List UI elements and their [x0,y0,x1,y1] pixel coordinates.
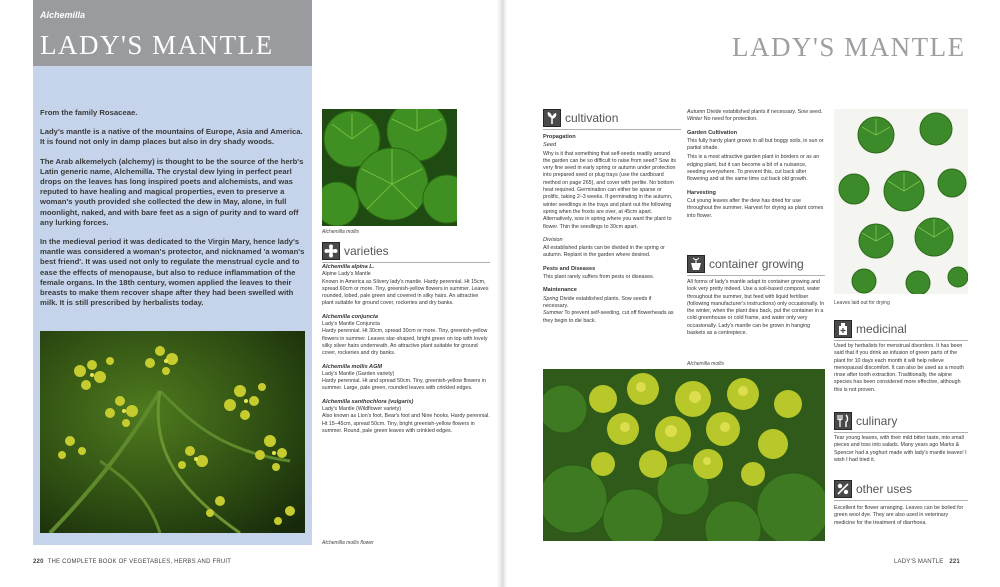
spring-label: Spring [543,295,559,302]
caption-leaves: Leaves laid out for drying [834,300,890,306]
propagation-head: Propagation [543,134,576,140]
varieties-heading: varieties [322,240,389,262]
container-icon [687,255,705,273]
seed-text: Why is it that something that self-seeds readily around the garden can be so difficult to raise from seed? Sow its very fine seed in early spring or autumn under protection into prepared seed or plug trays (use the cardboard method on page 265), and cover with perlite. No bottom heat required. Germination can either be sparse or prolific, taking 2–3 weeks. If germinating in the autumn, winter seedlings in the trays and plant out the following spring when the frosts are over, at 45cm apart. Alternatively, sow in spring where you want the plant to flower. Thin the seedlings to 30cm apart. [543,150,676,230]
seed-head: Seed [543,142,557,149]
winter-text: No need for protection. [703,116,758,123]
cultivation-heading: cultivation [543,107,618,129]
right-page-title: LADY'S MANTLE [732,32,966,62]
summer-label: Summer [543,310,564,317]
variety-common: Lady's Mantle Conjuncta [322,321,380,328]
winter-label: Winter [687,116,703,123]
culinary-icon [834,412,852,430]
flowering-plant-photo [543,369,825,541]
caption-mollis-2: Alchemilla mollis [687,361,724,367]
culinary-rule [834,432,968,433]
medicinal-column [834,343,968,400]
book-title: THE COMPLETE BOOK OF VEGETABLES, HERBS AND FRUIT [47,559,232,565]
drying-leaves-photo [834,109,968,294]
harvesting-text: Cut young leaves after the dew has dried for use throughout the summer. Harvest for drying as plant comes into flower. [687,197,824,219]
variety-name: Alchemilla conjuncta [322,313,378,320]
garden-cultivation-head: Garden Cultivation [687,129,738,136]
culinary-text: Tear young leaves, with their mild bitter taste, into small pieces and toss into salads. Many years ago Marks & Spencer had a yoghurt made with lady's mantle leaves! I wish I had tried it. [834,435,967,463]
variety-text: Known in America as Silvery lady's mantle. Hardy perennial. Ht 15cm, spread 60cm or more. Tiny, greenish-yellow flowers in summer. Leaves rounded, lobed, pale green and covered in silky hairs. An attractive plant suitable for ground cover, rockeries and dry banks. [322,278,489,307]
caption-mollis-flower: Alchemilla mollis flower [322,540,374,546]
varieties-icon [322,242,340,260]
variety-text: Hardy perennial. Ht and spread 50cm. Tiny, greenish-yellow flowers in summer. Large, pale green, rounded leaves with crinkled edges. [322,378,486,392]
medicinal-rule [834,340,968,341]
cultivation-column-1 [543,134,678,331]
variety-name: Alchemilla mollis AGM [322,363,383,370]
medicinal-icon [834,320,852,338]
page-number-left: 220 [33,559,44,565]
container-column [687,279,825,343]
varieties-rule [322,262,490,263]
footer-left [33,559,231,565]
variety-text: Hardy perennial. Ht 30cm, spread 30cm or more. Tiny, greenish-yellow flowers in summer. Leaves star-shaped, bright green on top with lovely silky silver hairs underneath. An attractive plant suitable for ground cover, rockeries and dry banks. [322,328,488,357]
container-text: All forms of lady's mantle adapt to container growing and look very pretty indeed. Use a soil-based compost, water throughout the summer, but feed with liquid fertiliser (following manufacturer's instructions) only occasionally. In the winter, when the plant dies back, put the container in a cold greenhouse or cold frame, and water only very occasionally. Lady's mantle can be grown in hanging baskets as a centrepiece. [687,279,825,337]
intro-paragraph-1: Lady's mantle is a native of the mountains of Europe, Asia and America. It is found not only in damp places but also in dry shady woods. [40,127,303,147]
culinary-column [834,435,968,470]
variety-common: Lady's Mantle (Garden variety) [322,370,395,377]
title-kicker: Alchemilla [40,10,86,20]
spring-text: Divide established plants. Sow seeds if necessary. [543,295,652,309]
garden-text-2: This is a most attractive garden plant in borders or as an edging plant, but it can become a bit of a nuisance, seeding everywhere. To prevent this, cut back after flowering and at the same time cut back old growth. [687,154,820,183]
variety-name: Alchemilla xanthochlora (vulgaris) [322,398,414,405]
pests-text: This plant rarely suffers from pests or diseases. [543,274,655,281]
autumn-label: Autumn [687,109,706,115]
running-title: LADY'S MANTLE [894,559,944,565]
page-title: LADY'S MANTLE [40,30,274,60]
other-uses-text: Excellent for flower arranging. Leaves can be boiled for green wool dye. They are also used in veterinary medicine for the treatment of diarrhoea. [834,505,964,526]
variety-name: Alchemilla alpina L. [322,264,375,270]
other-uses-column [834,505,968,533]
variety-text: Also known as Lion's foot, Bear's foot and Nine hooks. Hardy perennial. Ht 15–45cm, spread 50cm. Tiny, bright greenish-yellow flowers in summer. Round, pale green leaves with crinkled edges. [322,413,490,434]
division-head: Division [543,236,563,243]
container-heading: container growing [687,253,804,275]
intro-paragraph-3: In the medieval period it was dedicated to the Virgin Mary, hence lady's mantle was considered a woman's protector, and nicknamed 'a woman's best friend'. It was used not only to regulate the menstrual cycle and to ease the effects of menopause, but also to reduce inflammation of the female organs. In the 18th century, women applied the leaves to their breasts to make them recover shape after they had been swelled with milk. It is still prescribed by herbalists today. [40,237,305,308]
cultivation-icon [543,109,561,127]
harvesting-head: Harvesting [687,189,716,196]
varieties-column [322,264,490,441]
variety-common: Lady's Mantle (Wildflower variety) [322,406,402,413]
culinary-heading: culinary [834,410,897,432]
variety-common: Alpine Lady's Mantle [322,271,371,278]
caption-mollis: Alchemilla mollis [322,229,359,235]
footer-right [894,559,960,565]
intro-text [40,108,305,317]
gutter-shadow [497,0,507,587]
other-uses-icon [834,480,852,498]
pests-head: Pests and Diseases [543,265,596,272]
autumn-text: Divide established plants if necessary. Sow seed. [706,109,823,115]
medicinal-heading: medicinal [834,318,907,340]
summer-text: To prevent self-seeding, cut off flowerheads as they begin to die back. [543,310,674,324]
other-uses-rule [834,500,968,501]
medicinal-text: Used by herbalists for menstrual disorders. It has been said that if you drink an infusion of green parts of the plant for 10 days each month it will help relieve menopausal discomfort. It can also be used as a mouth rinse after tooth extraction. Traditionally, the alpine species has been considered more effective, although this is not proven. [834,343,964,393]
flower-closeup-photo [40,331,305,533]
division-text: All established plants can be divided in the spring or autumn. Replant in the garden where desired. [543,245,665,259]
cultivation-column-2 [687,109,825,226]
intro-paragraph-2: The Arab alkemelych (alchemy) is thought to be the source of the herb's Latin generic name, Alchemilla. The crystal dew lying in perfect pearl drops on the leaves has long inspired poets and alchemists, and was reputed to have healing and magical properties, even to preserve a woman's youth provided she collected the dew in May, alone, in full moonlight, naked, and with bare feet as a sign of purity and to ward off any lurking forces. [40,156,304,227]
page-number-right: 221 [949,559,960,565]
other-uses-heading: other uses [834,478,912,500]
leaves-photo [322,109,457,226]
maintenance-head: Maintenance [543,287,577,294]
intro-family: From the family Rosaceae. [40,108,138,117]
garden-text-1: This fully hardy plant grows in all but boggy soils, in sun or partial shade. [687,137,824,152]
cultivation-rule [543,129,681,130]
container-rule [687,275,825,276]
